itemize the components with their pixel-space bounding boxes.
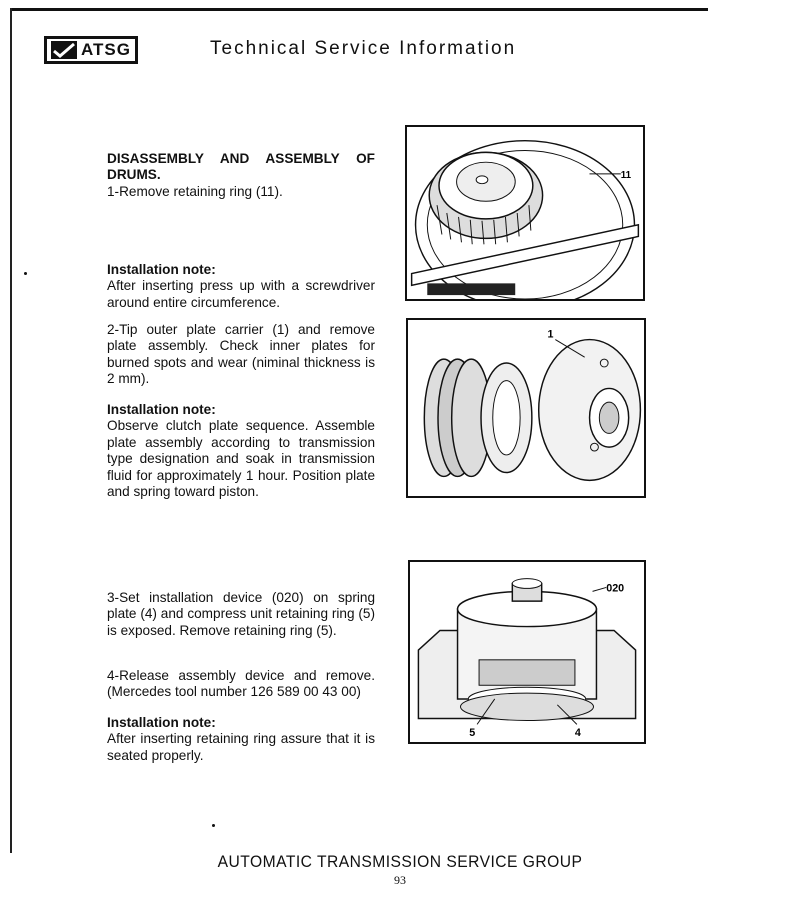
callout-020: 020 [606,582,625,595]
footer-org: AUTOMATIC TRANSMISSION SERVICE GROUP [217,852,583,871]
note-3-body: After inserting retaining ring assure that it is seated properly. [107,731,375,763]
installation-device-illustration [410,562,644,742]
step-3 [107,590,375,639]
callout-4: 4 [574,727,581,740]
step-1-text: 1-Remove retaining ring (11). [107,183,283,199]
checkmark-logo-icon [51,41,77,59]
page-number: 93 [394,873,406,887]
step-2-text: 2-Tip outer plate carrier (1) and remove plate assembly. Check inner plates for burned spots and wear (niminal thickness is 2 mm). [107,322,375,387]
step-3-text: 3-Set installation device (020) on spring plate (4) and compress unit retaining ring (5) is exposed. Remove retaining ring (5). [107,590,375,638]
speck [24,272,27,275]
callout-5: 5 [469,727,476,740]
note-2-title: Installation note: [107,402,216,417]
step-4 [107,668,375,701]
section-heading: DISASSEMBLY AND ASSEMBLY OF DRUMS. [107,151,375,183]
left-rule [10,8,12,853]
note-2 [107,402,375,500]
figure-plate-carrier [406,318,646,498]
section-1 [107,151,375,200]
drum-gear-illustration [407,127,643,299]
note-1 [107,262,375,311]
note-3 [107,715,375,764]
logo-text: ATSG [81,40,131,59]
top-rule [10,8,708,11]
figure-retaining-ring [405,125,645,301]
note-2-body: Observe clutch plate sequence. Assemble plate assembly according to transmission type designation and soak in transmission fluid for approximately 1 hour. Position plate and spring toward piston. [107,418,375,500]
figure-installation-device [408,560,646,744]
note-3-title: Installation note: [107,715,216,730]
page-title: Technical Service Information [210,38,517,59]
note-1-body: After inserting press up with a screwdriver around entire circumference. [107,278,375,310]
callout-1: 1 [547,328,554,341]
atsg-logo [44,36,138,64]
callout-11: 11 [620,169,632,181]
step-4-text: 4-Release assembly device and remove. (Mercedes tool number 126 589 00 43 00) [107,668,375,700]
speck [212,824,215,827]
plate-carrier-illustration [408,320,644,496]
step-2 [107,322,375,388]
note-1-title: Installation note: [107,262,216,277]
